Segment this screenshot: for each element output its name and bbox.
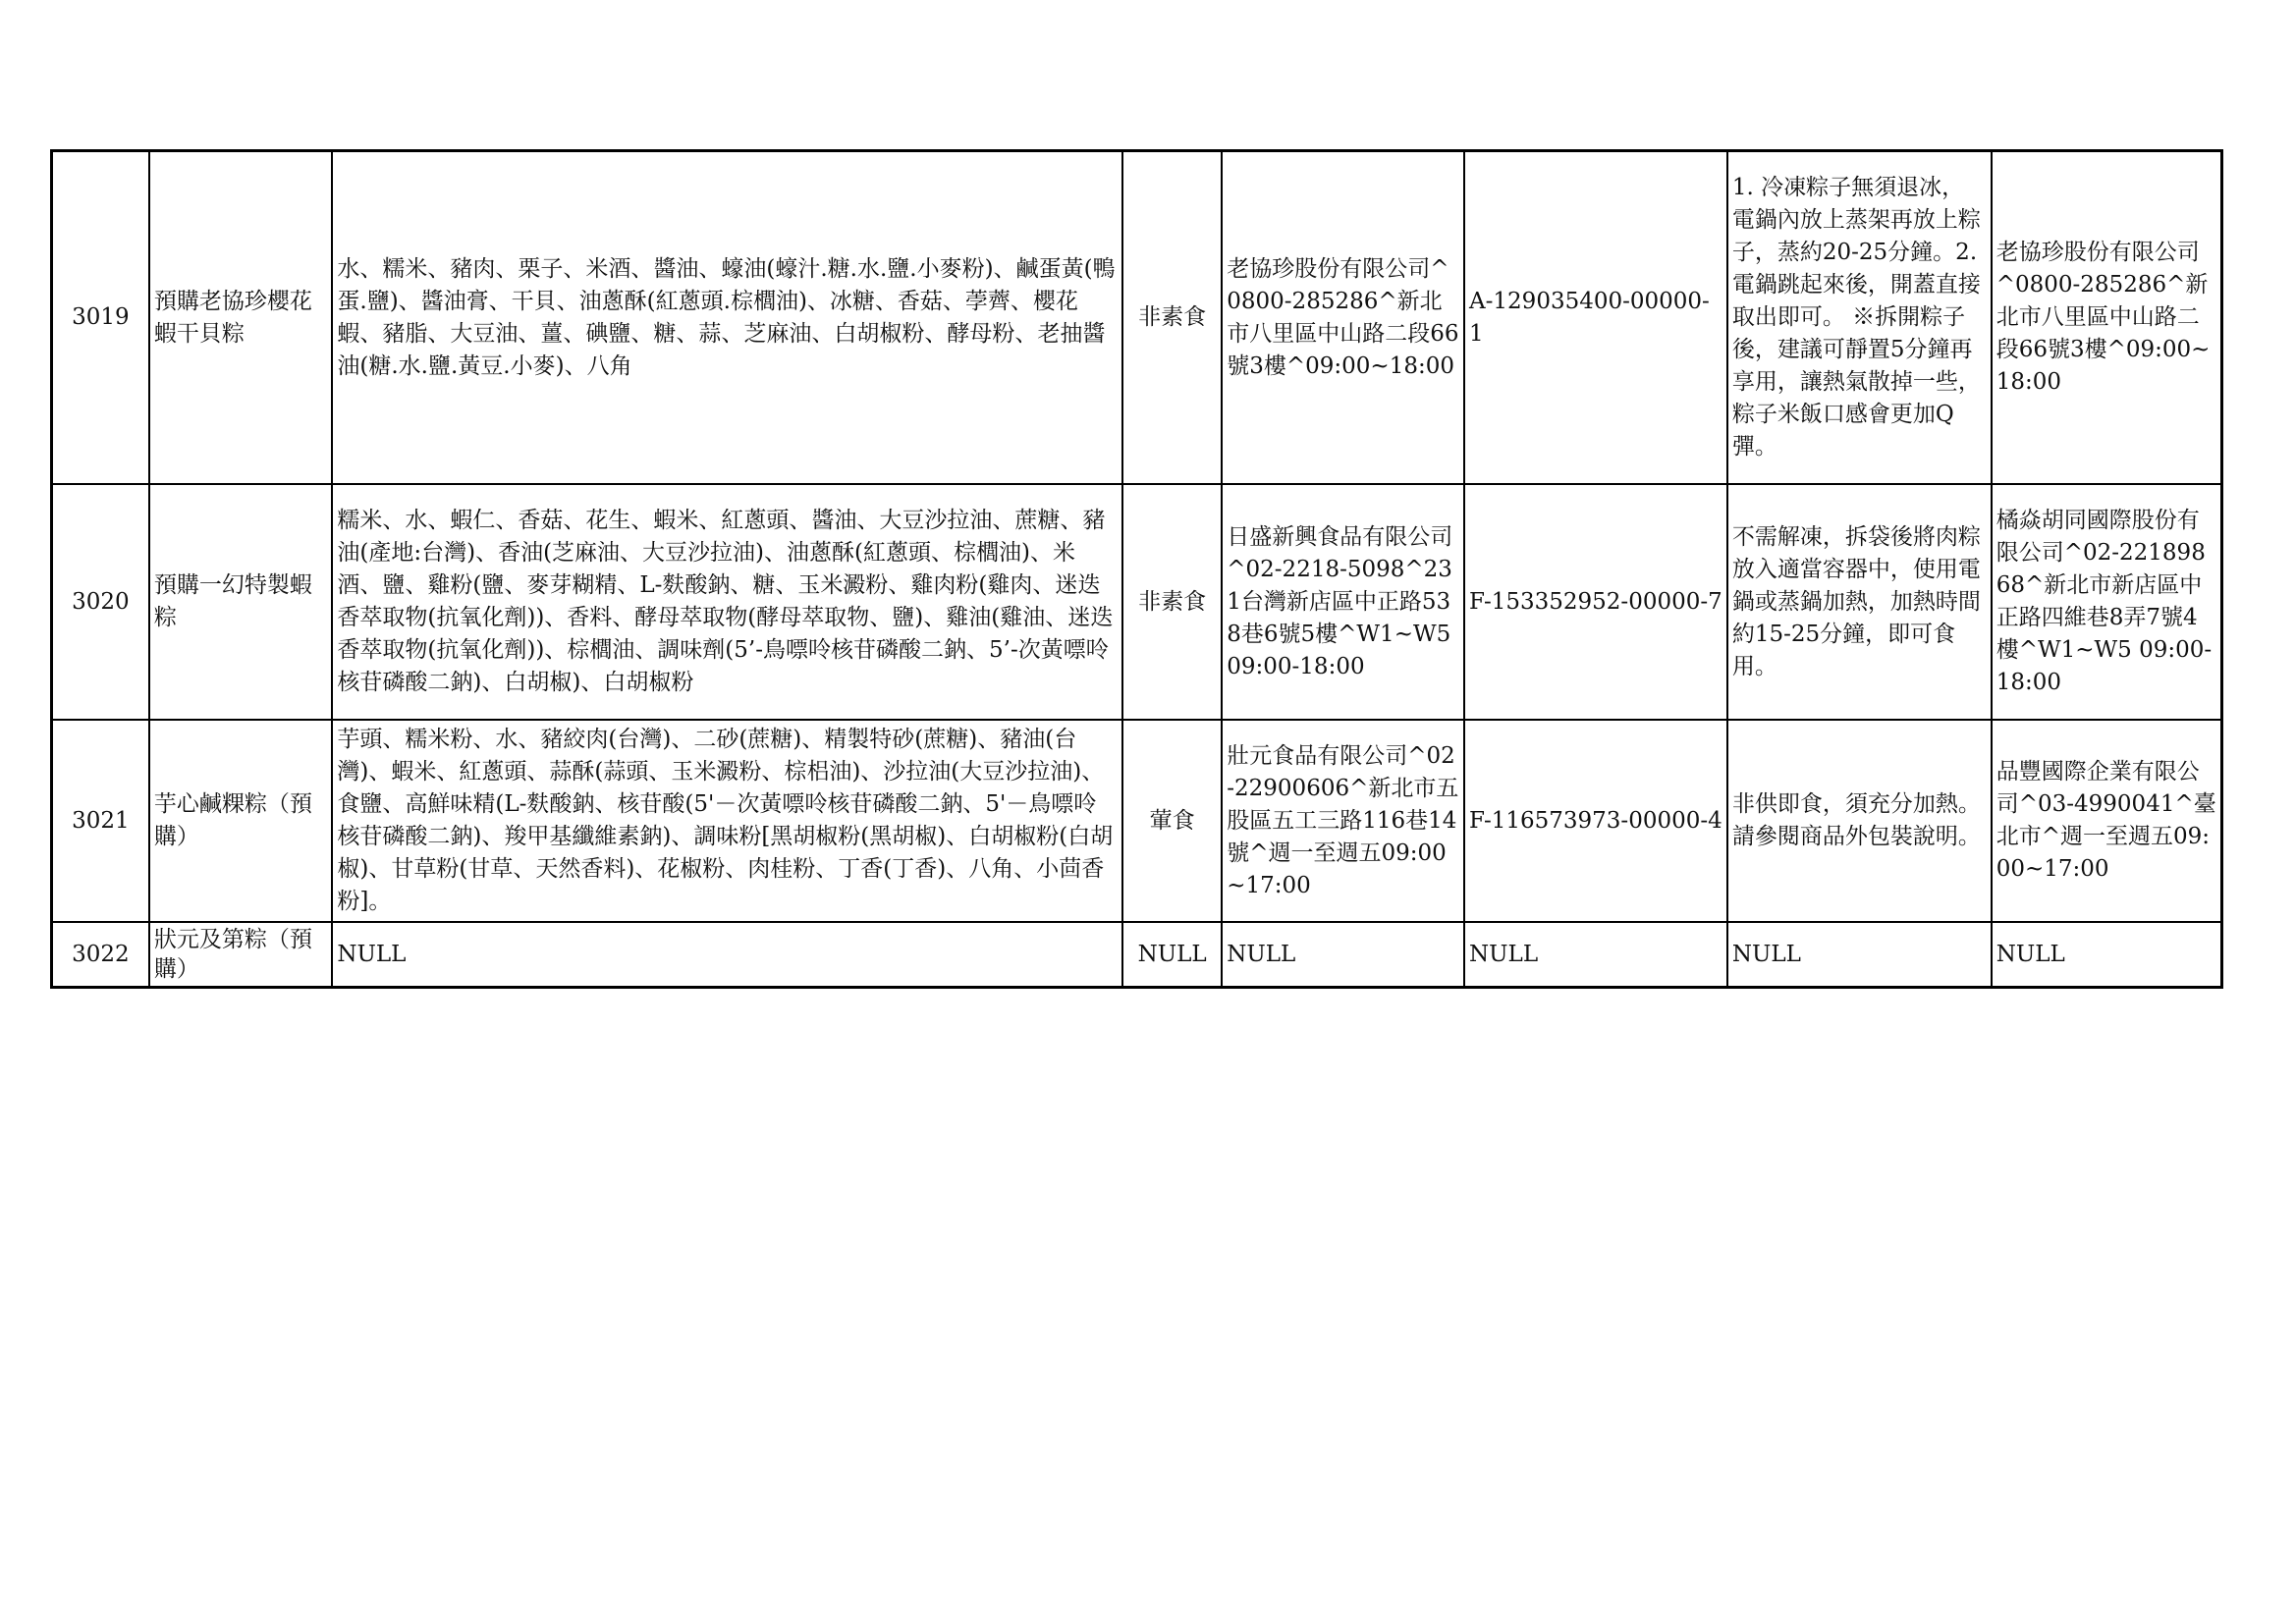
instructions-cell: 非供即食，須充分加熱。請參閱商品外包裝說明。 [1727, 720, 1992, 922]
food-type-cell: NULL [1122, 922, 1222, 988]
food-type-cell: 葷食 [1122, 720, 1222, 922]
product-name-cell: 預購老協珍櫻花蝦干貝粽 [149, 151, 333, 485]
manufacturer-cell: 老協珍股份有限公司^0800-285286^新北市八里區中山路二段66號3樓^09:00~18:00 [1222, 151, 1464, 485]
instructions-cell: 不需解凍，拆袋後將肉粽放入適當容器中，使用電鍋或蒸鍋加熱，加熱時間約15-25分鐘，即可食用。 [1727, 484, 1992, 720]
product-id-cell: 3020 [52, 484, 149, 720]
instructions-cell: NULL [1727, 922, 1992, 988]
table-row [52, 151, 2222, 485]
ingredients-cell: 水、糯米、豬肉、栗子、米酒、醬油、蠔油(蠔汁.糖.水.鹽.小麥粉)、鹹蛋黃(鴨蛋.鹽)、醬油膏、干貝、油蔥酥(紅蔥頭.棕櫚油)、冰糖、香菇、荸薺、櫻花蝦、豬脂、大豆油、薑、碘鹽、糖、蒜、芝麻油、白胡椒粉、酵母粉、老抽醬油(糖.水.鹽.黃豆.小麥)、八角 [332, 151, 1122, 485]
table-row [52, 720, 2222, 922]
manufacturer-cell: 壯元食品有限公司^02-22900606^新北市五股區五工三路116巷14號^週一至週五09:00~17:00 [1222, 720, 1464, 922]
product-table [50, 149, 2223, 989]
instructions-cell: 1. 冷凍粽子無須退冰，電鍋內放上蒸架再放上粽子，蒸約20-25分鐘。2. 電鍋跳起來後，開蓋直接取出即可。 ※拆開粽子後，建議可靜置5分鐘再享用，讓熱氣散掉一些，粽子米飯口感會更加Q彈。 [1727, 151, 1992, 485]
product-name-cell: 芋心鹹粿粽（預購） [149, 720, 333, 922]
product-id-cell: 3021 [52, 720, 149, 922]
ingredients-cell: NULL [332, 922, 1122, 988]
ingredients-cell: 糯米、水、蝦仁、香菇、花生、蝦米、紅蔥頭、醬油、大豆沙拉油、蔗糖、豬油(產地:台灣)、香油(芝麻油、大豆沙拉油)、油蔥酥(紅蔥頭、棕櫚油)、米酒、鹽、雞粉(鹽、麥芽糊精、L-麩酸鈉、糖、玉米澱粉、雞肉粉(雞肉、迷迭香萃取物(抗氧化劑))、香料、酵母萃取物(酵母萃取物、鹽)、雞油(雞油、迷迭香萃取物(抗氧化劑))、棕櫚油、調味劑(5’-鳥嘌呤核苷磷酸二鈉、5’-次黃嘌呤核苷磷酸二鈉)、白胡椒)、白胡椒粉 [332, 484, 1122, 720]
importer-cell: 橘焱胡同國際股份有限公司^02-22189868^新北市新店區中正路四維巷8弄7號4樓^W1~W5 09:00-18:00 [1992, 484, 2222, 720]
registration-number-cell: A-129035400-00000-1 [1464, 151, 1727, 485]
ingredients-cell: 芋頭、糯米粉、水、豬絞肉(台灣)、二砂(蔗糖)、精製特砂(蔗糖)、豬油(台灣)、蝦米、紅蔥頭、蒜酥(蒜頭、玉米澱粉、棕梠油)、沙拉油(大豆沙拉油)、食鹽、高鮮味精(L-麩酸鈉、核苷酸(5'－次黃嘌呤核苷磷酸二鈉、5'－鳥嘌呤核苷磷酸二鈉)、羧甲基纖維素鈉)、調味粉[黑胡椒粉(黑胡椒)、白胡椒粉(白胡椒)、甘草粉(甘草、天然香料)、花椒粉、肉桂粉、丁香(丁香)、八角、小茴香粉]。 [332, 720, 1122, 922]
registration-number-cell: F-116573973-00000-4 [1464, 720, 1727, 922]
product-id-cell: 3019 [52, 151, 149, 485]
table-row [52, 922, 2222, 988]
importer-cell: 品豐國際企業有限公司^03-4990041^臺北市^週一至週五09:00~17:00 [1992, 720, 2222, 922]
product-name-cell: 狀元及第粽（預購） [149, 922, 333, 988]
manufacturer-cell: 日盛新興食品有限公司^02-2218-5098^231台灣新店區中正路538巷6號5樓^W1~W5 09:00-18:00 [1222, 484, 1464, 720]
manufacturer-cell: NULL [1222, 922, 1464, 988]
food-type-cell: 非素食 [1122, 151, 1222, 485]
product-id-cell: 3022 [52, 922, 149, 988]
importer-cell: NULL [1992, 922, 2222, 988]
registration-number-cell: F-153352952-00000-7 [1464, 484, 1727, 720]
product-name-cell: 預購一幻特製蝦粽 [149, 484, 333, 720]
importer-cell: 老協珍股份有限公司^0800-285286^新北市八里區中山路二段66號3樓^09:00~18:00 [1992, 151, 2222, 485]
table-row [52, 484, 2222, 720]
food-type-cell: 非素食 [1122, 484, 1222, 720]
registration-number-cell: NULL [1464, 922, 1727, 988]
